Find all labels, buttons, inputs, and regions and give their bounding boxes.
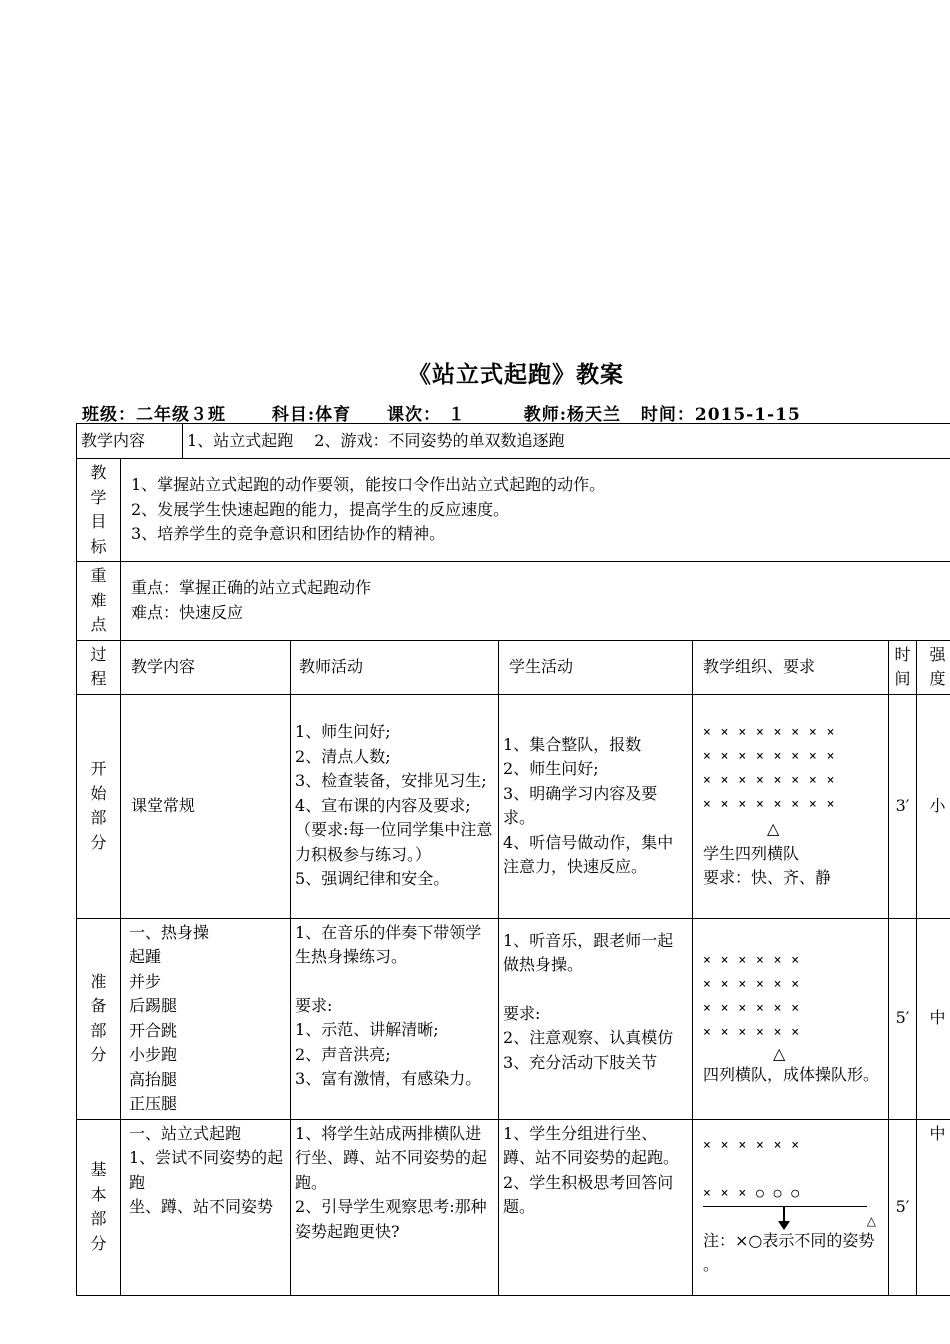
formation-row: × × × ○ ○ ○ <box>703 1182 867 1207</box>
lesson-number-info: 课次： １ <box>386 405 466 425</box>
content-line: 高抬腿 <box>129 1069 178 1089</box>
teacher-line: 要求: <box>295 995 333 1015</box>
lesson-info <box>82 400 801 425</box>
student-line <box>503 978 688 1002</box>
header-char: 度 <box>929 669 946 688</box>
content-basic <box>121 1119 291 1295</box>
teacher-line: 1、示范、讲解清晰; <box>295 1020 439 1039</box>
intensity-basic: 中 <box>917 1119 950 1295</box>
formation-row: × × × × × × <box>703 953 801 969</box>
goals-label-cell <box>77 459 121 562</box>
goal-item: 3、培养学生的竞争意识和团结协作的精神。 <box>131 524 446 544</box>
teacher-line: 1、师生问好; <box>295 722 391 742</box>
student-line: 要求: <box>503 1003 541 1023</box>
formation-row: × × × × × × × × <box>703 725 836 741</box>
teacher-line: 1、将学生站成两排横队进行坐、蹲、站不同姿势的起跑。 <box>295 1123 488 1192</box>
header-organization: 教学组织、要求 <box>693 640 889 694</box>
teacher-line: 1、在音乐的伴奏下带领学生热身操练习。 <box>295 922 482 966</box>
key-point: 重点：掌握正确的站立式起跑动作 <box>131 578 372 598</box>
student-basic <box>499 1119 693 1295</box>
teacher-marker-icon: △ <box>866 1213 877 1228</box>
formation-row: × × × × × × × × <box>703 773 836 789</box>
teacher-marker-icon: △ <box>767 819 780 839</box>
subject-info: 科目:体育 <box>271 405 352 425</box>
teacher-line: 3、检查装备，安排见习生; <box>295 771 487 791</box>
phase-char: 基 <box>90 1160 107 1179</box>
formation-row: × × × × × × <box>703 1025 801 1041</box>
page-title: 《站立式起跑》教案 <box>408 361 624 388</box>
header-char: 时 <box>894 644 911 664</box>
arrow-down-icon <box>703 1207 884 1229</box>
goals-label-char: 学 <box>90 487 107 507</box>
formation-row: × × × × × × <box>703 977 801 993</box>
student-line: 1、学生分组进行坐、蹲、站不同姿势的起跑。 <box>503 1123 680 1167</box>
keypoints-label-cell <box>77 562 121 641</box>
student-line: 1、听音乐，跟老师一起做热身操。 <box>503 930 674 974</box>
time-basic: 5′ <box>889 1119 917 1295</box>
student-start <box>499 694 693 918</box>
header-student: 学生活动 <box>499 640 693 694</box>
goals-cell <box>121 459 950 562</box>
organization-prep <box>693 918 889 1119</box>
lesson-plan-table <box>76 423 950 1296</box>
phase-char: 始 <box>90 783 107 803</box>
keypoints-cell <box>121 562 950 641</box>
phase-start <box>77 694 121 918</box>
teacher-line: 4、宣布课的内容及要求;（要求:每一位同学集中注意力积极参与练习。） <box>295 795 493 864</box>
teacher-info: 教师:杨天兰 <box>523 405 622 425</box>
formation-row: × × × × × × × × <box>703 749 836 765</box>
organization-note: 四列横队，成体操队形。 <box>703 1065 880 1085</box>
content-line: 一、站立式起跑 <box>129 1123 242 1143</box>
phase-basic <box>77 1119 121 1295</box>
teacher-line <box>295 970 494 994</box>
teacher-marker-icon: △ <box>773 1044 786 1064</box>
content-line: 坐、蹲、站不同姿势 <box>129 1197 274 1216</box>
goals-label-char: 标 <box>90 536 107 556</box>
content-line: 起踵 <box>129 947 162 966</box>
phase-char: 本 <box>90 1184 107 1204</box>
phase-char: 分 <box>90 1045 107 1064</box>
header-char: 强 <box>929 644 946 664</box>
student-prep <box>499 918 693 1119</box>
formation-row: × × × × × × <box>703 1001 801 1017</box>
student-line: 3、明确学习内容及要求。 <box>503 783 658 827</box>
student-line: 2、师生问好; <box>503 759 599 778</box>
organization-note: 注：×○表示不同的姿势 。 <box>703 1230 875 1274</box>
content-value-cell <box>183 424 950 459</box>
student-line: 3、充分活动下肢关节 <box>503 1052 658 1072</box>
organization-start <box>693 694 889 918</box>
class-info: 班级：二年级３班 <box>82 405 226 425</box>
content-line: 课堂常规 <box>131 795 196 815</box>
teacher-basic <box>291 1119 499 1295</box>
header-char: 程 <box>90 669 107 688</box>
phase-char: 开 <box>90 759 107 778</box>
organization-basic <box>693 1119 889 1295</box>
phase-char: 备 <box>90 996 107 1015</box>
phase-char: 分 <box>90 1233 107 1253</box>
phase-char: 部 <box>90 1209 107 1228</box>
intensity-prep: 中 <box>917 918 950 1119</box>
student-line: 4、听信号做动作，集中注意力，快速反应。 <box>503 832 674 876</box>
date-info: 时间：2015-1-15 <box>640 405 801 425</box>
teacher-prep <box>291 918 499 1119</box>
teacher-line: 5、强调纪律和安全。 <box>295 869 450 889</box>
header-char: 过 <box>90 644 107 664</box>
content-line: 1、尝试不同姿势的起跑 <box>129 1148 284 1192</box>
content-line: 小步跑 <box>129 1045 178 1064</box>
header-process <box>77 640 121 694</box>
teacher-line: 2、清点人数; <box>295 746 391 766</box>
content-label: 教学内容 <box>81 430 146 450</box>
goal-item: 2、发展学生快速起跑的能力，提高学生的反应速度。 <box>131 499 510 519</box>
student-line: 2、学生积极思考回答问题。 <box>503 1172 674 1216</box>
content-line: 开合跳 <box>129 1020 178 1040</box>
content-line: 后踢腿 <box>129 996 178 1015</box>
time-start: 3′ <box>889 694 917 918</box>
content-line: 一、热身操 <box>129 922 210 942</box>
teacher-line: 3、富有激情，有感染力。 <box>295 1069 482 1088</box>
header-intensity <box>917 640 950 694</box>
student-line: 1、集合整队，报数 <box>503 734 642 754</box>
phase-prep <box>77 918 121 1119</box>
teacher-start <box>291 694 499 918</box>
teacher-line: 2、引导学生观察思考:那种姿势起跑更快? <box>295 1197 487 1241</box>
goals-label-char: 目 <box>90 512 107 531</box>
content-start <box>121 694 291 918</box>
content-value: 1、站立式起跑 2、游戏：不同姿势的单双数追逐跑 <box>187 430 565 450</box>
content-prep <box>121 918 291 1119</box>
organization-note: 学生四列横队 <box>703 843 800 863</box>
content-line: 并步 <box>129 971 162 991</box>
phase-char: 分 <box>90 832 107 852</box>
phase-char: 部 <box>90 808 107 827</box>
header-teacher: 教师活动 <box>291 640 499 694</box>
formation-row: × × × × × × × × <box>703 797 836 813</box>
header-time <box>889 640 917 694</box>
formation-row: × × × × × × <box>703 1137 801 1153</box>
keypoints-label-char: 重 <box>90 566 107 585</box>
student-line: 2、注意观察、认真模仿 <box>503 1028 674 1047</box>
time-prep: 5′ <box>889 918 917 1119</box>
content-line: 正压腿 <box>129 1094 178 1113</box>
header-content: 教学内容 <box>121 640 291 694</box>
intensity-start: 小 <box>917 694 950 918</box>
teacher-line: 2、声音洪亮; <box>295 1044 391 1064</box>
goals-label-char: 教 <box>90 463 107 482</box>
phase-char: 准 <box>90 971 107 991</box>
keypoints-label-char: 难 <box>90 590 107 610</box>
phase-char: 部 <box>90 1020 107 1040</box>
difficulty-point: 难点：快速反应 <box>131 602 244 622</box>
goal-item: 1、掌握站立式起跑的动作要领，能按口令作出站立式起跑的动作。 <box>131 475 606 495</box>
organization-note: 要求：快、齐、静 <box>703 868 832 888</box>
keypoints-label-char: 点 <box>90 615 107 634</box>
content-label-cell <box>77 424 183 459</box>
header-char: 间 <box>894 669 911 688</box>
